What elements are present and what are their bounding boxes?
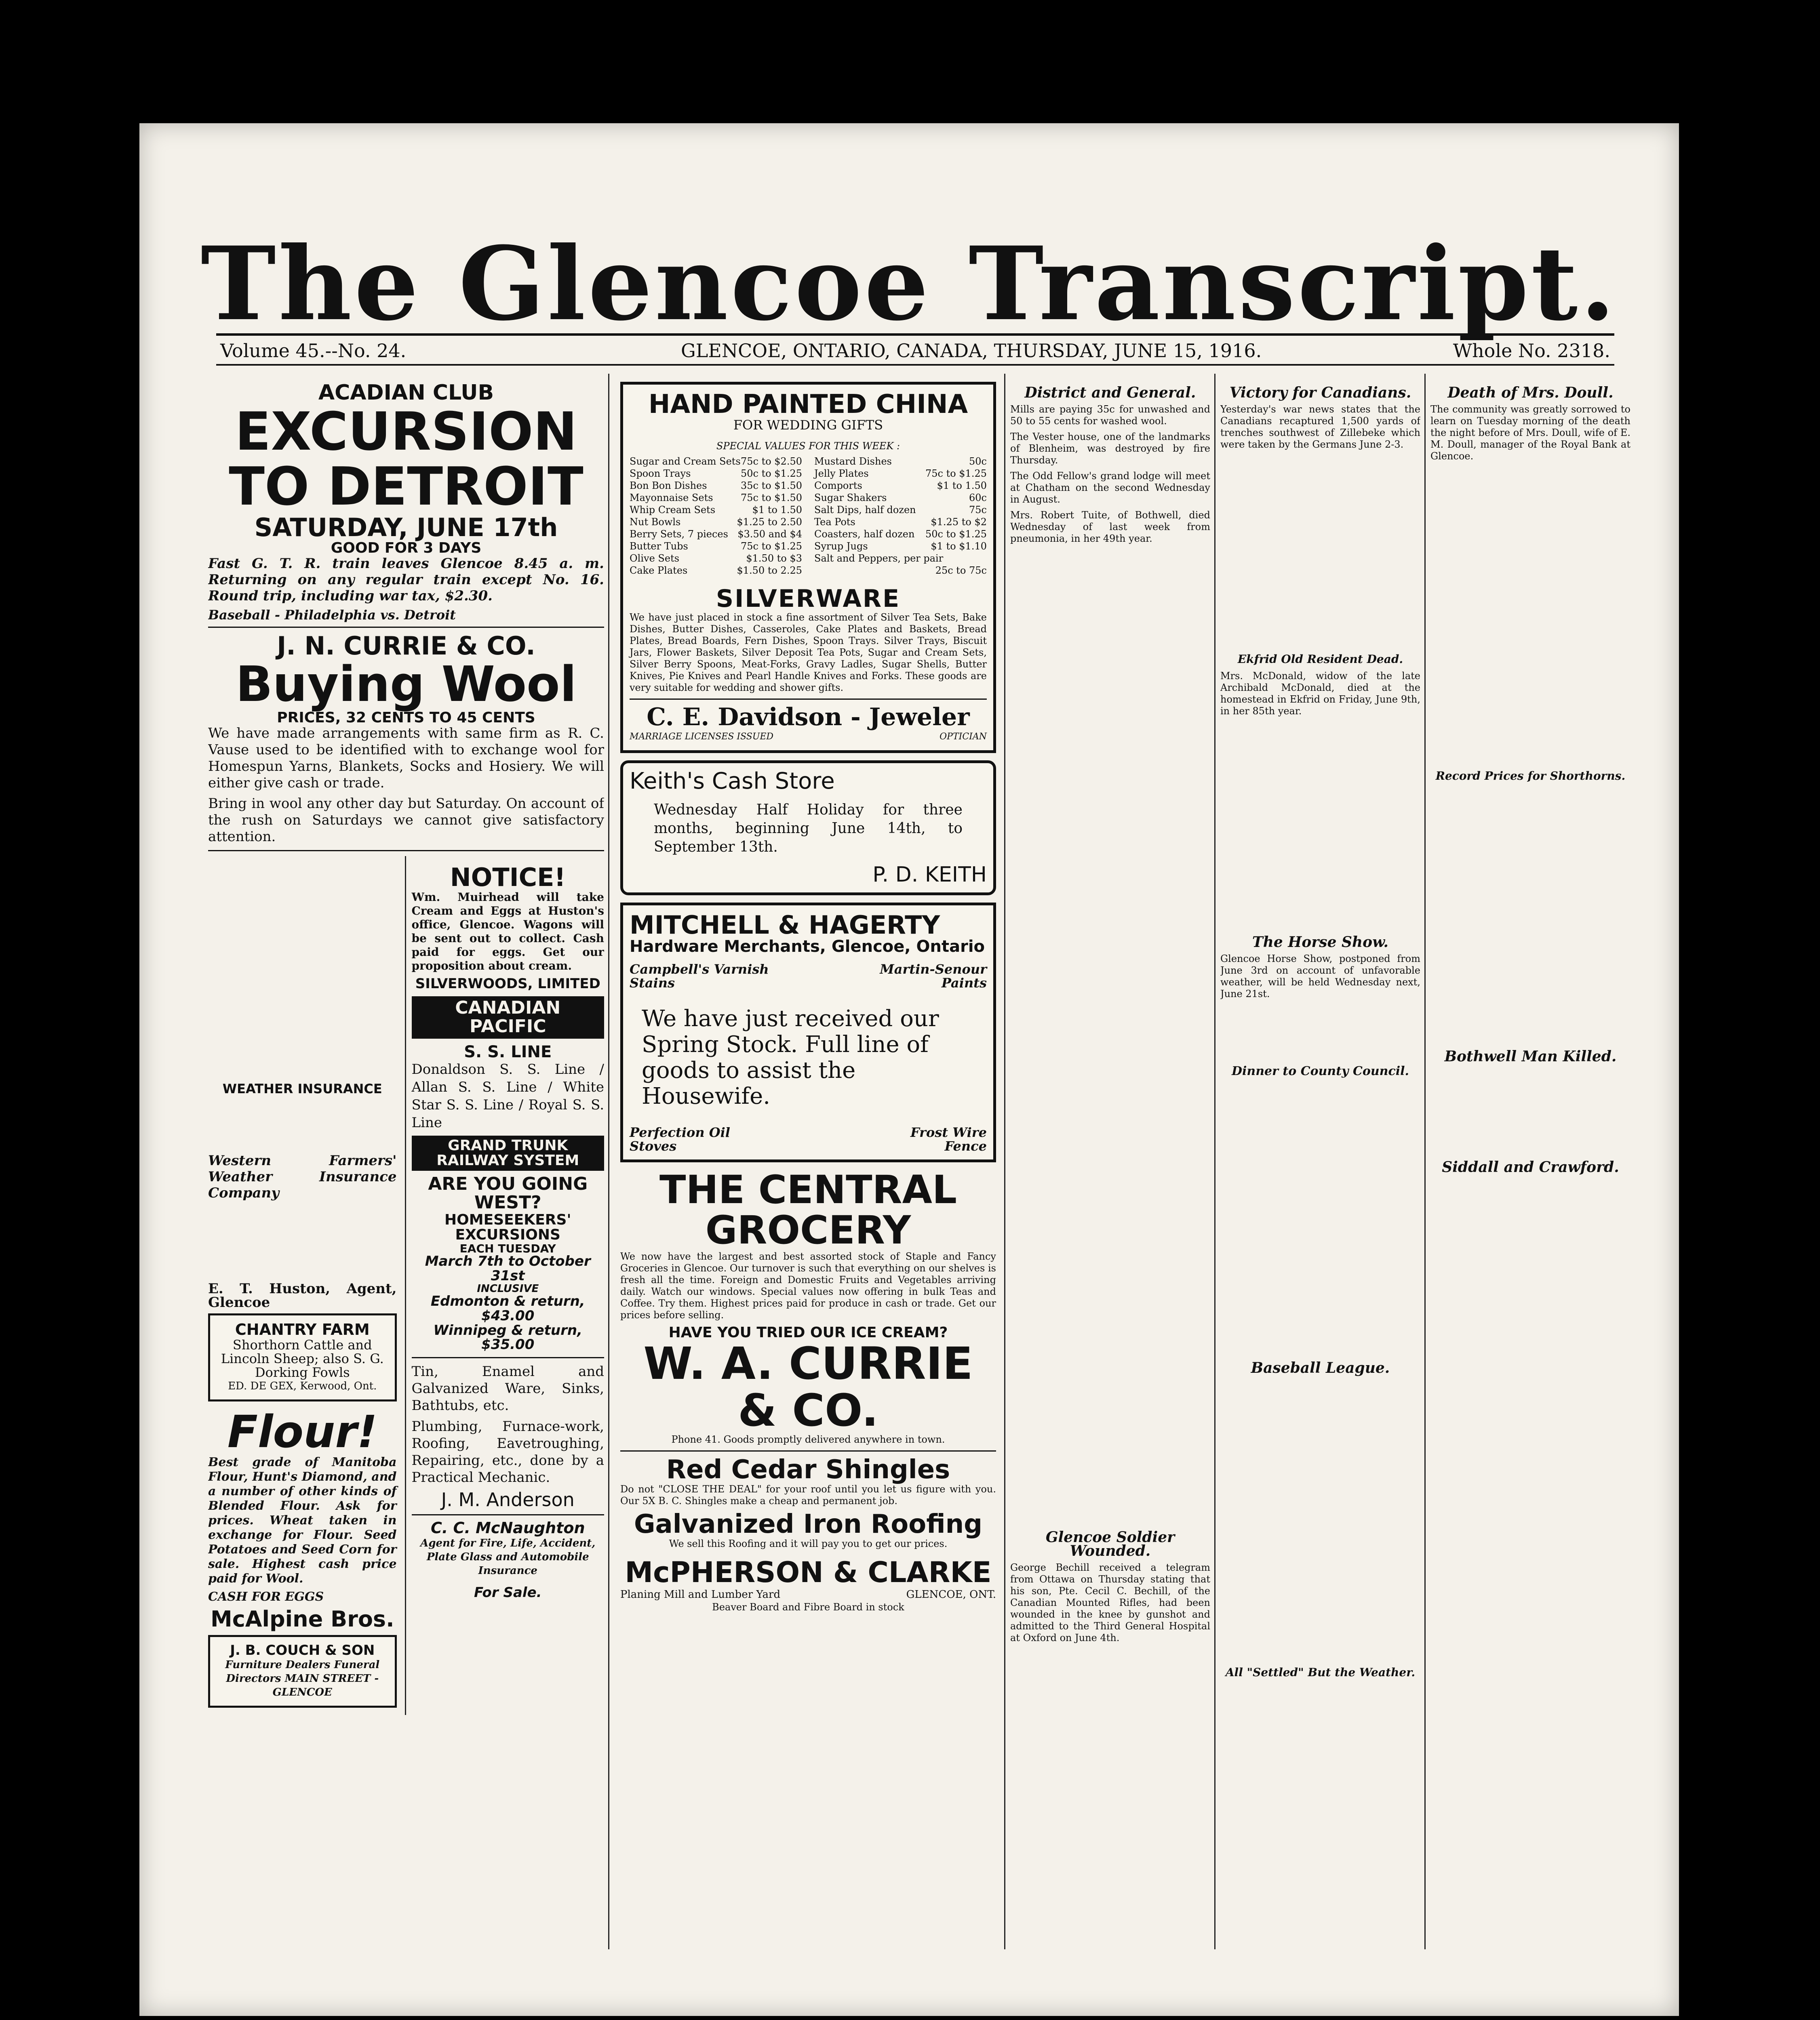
column-rule — [1004, 374, 1005, 1949]
victory-text: Yesterday's war news states that the Canadians recaptured 1,500 yards of trenches southwest of Zillebeke which were taken by the Germans June 2-3. — [1220, 404, 1420, 450]
winnipeg-fare: Winnipeg & return, $35.00 — [433, 1322, 582, 1353]
column-4 — [1010, 382, 1210, 1957]
district-heading: District and General. — [1024, 384, 1196, 401]
currie-phone: Phone 41. Goods promptly delivered anywhere in town. — [671, 1434, 945, 1446]
ss-line: S. S. LINE — [464, 1042, 552, 1061]
column-rule — [1214, 374, 1215, 1949]
steamship-lines: Donaldson S. S. Line / Allan S. S. Line / White Star S. S. Line / Royal S. S. Line — [411, 1061, 604, 1131]
homeseekers: HOMESEEKERS' EXCURSIONS — [444, 1211, 571, 1244]
wa-currie: W. A. CURRIE & CO. — [643, 1338, 973, 1436]
china-ad — [620, 382, 996, 753]
flour-heading: Flour! — [227, 1406, 377, 1458]
siddall-heading: Siddall and Crawford. — [1442, 1159, 1619, 1176]
district-body — [1010, 549, 1210, 1526]
shingles-text: Do not "CLOSE THE DEAL" for your roof until you let us figure with you. Our 5X B. C. Shingles make a cheap and permanent job. — [620, 1483, 996, 1507]
mcalpine-bros: McAlpine Bros. — [210, 1606, 394, 1632]
wedding-gifts: FOR WEDDING GIFTS — [733, 417, 883, 433]
destination-heading: TO DETROIT — [229, 456, 583, 518]
grocery-heading: THE CENTRAL GROCERY — [659, 1167, 957, 1253]
chantry-title: CHANTRY FARM — [235, 1320, 370, 1338]
marriage-licenses: MARRIAGE LICENSES ISSUED — [630, 732, 774, 742]
canadian-pacific-logo: CANADIAN PACIFIC — [412, 996, 604, 1038]
keith-heading: Keith's Cash Store — [630, 768, 835, 795]
keith-text: Wednesday Half Holiday for three months, beginning June 14th, to September 13th. — [654, 801, 963, 855]
glencoe-ont: GLENCOE, ONT. — [906, 1588, 996, 1601]
roofing-text: We sell this Roofing and it will pay you to get our prices. — [669, 1538, 948, 1550]
volume-number: Volume 45.--No. 24. — [220, 340, 407, 362]
edmonton-fare: Edmonton & return, $43.00 — [430, 1293, 585, 1324]
mitchell-ad — [620, 903, 996, 1162]
excursion-date: SATURDAY, JUNE 17th — [254, 512, 558, 542]
divider — [412, 1357, 604, 1358]
flour-text: Best grade of Manitoba Flour, Hunt's Diamond, and a number of other kinds of Blended Flour. Ask for prices. Wheat taken in exchange for Flour. Seed Potatoes and Seed Corn for sale. Highest cash price paid for Wool. — [208, 1455, 397, 1586]
pd-keith: P. D. KEITH — [872, 862, 987, 887]
silverware-text: We have just placed in stock a fine assortment of Silver Tea Sets, Bake Dishes, Butter Dishes, Casseroles, Cake Plates and Baskets, Bread Plates, Bread Boards, Fern Dishes, Spoon Trays. Silver Trays, Biscuit Jars, Flower Baskets, Silver Deposit Tea Pots, Sugar and Cream Sets, Silver Berry Spoons, Meat-Forks, Gravy Ladles, Sugar Shells, Butter Knives, Pie Knives and Pearl Handle Knives and Forks. These goods are very suitable for wedding and shower gifts. — [630, 612, 987, 694]
wool-heading: Buying Wool — [236, 656, 577, 713]
perfection-stoves: Perfection Oil Stoves — [630, 1124, 730, 1154]
column-2 — [405, 856, 604, 1715]
divider — [620, 1450, 996, 1452]
column-3 — [620, 382, 996, 1957]
muirhead-notice: Wm. Muirhead will take Cream and Eggs at Huston's office, Glencoe. Wagons will be sent out to collect. Cash paid for eggs. Get our proposition about cream. — [411, 890, 604, 973]
wool-text-2: Bring in wool any other day but Saturday. On account of the rush on Saturdays we cannot give satisfactory attention. — [208, 795, 604, 845]
district-item: The Odd Fellow's grand lodge will meet at Chatham on the second Wednesday in August. — [1010, 470, 1210, 505]
silverware-heading: SILVERWARE — [716, 585, 901, 613]
roofing-heading: Galvanized Iron Roofing — [634, 1509, 983, 1540]
train-info: Fast G. T. R. train leaves Glencoe 8.45 a. m. Returning on any regular train except No. 16. Round trip, including war tax, $2.30. — [208, 556, 604, 604]
divider — [208, 627, 604, 628]
couch-ad — [208, 1635, 397, 1708]
each-tuesday: EACH TUESDAY — [459, 1242, 556, 1256]
column-1 — [208, 382, 604, 1957]
divider — [208, 850, 604, 851]
mcpherson-clarke: McPHERSON & CLARKE — [625, 1556, 992, 1589]
soldier-text: George Bechill received a telegram from Ottawa on Thursday stating that his son, Pte. Cecil C. Bechill, of the Canadian Mounted Rifles, had been wounded in the knee by gunshot and admitted to the Third General Hospital at Oxford on June 4th. — [1010, 1562, 1210, 1643]
district-item: Mills are paying 35c for unwashed and 50 to 55 cents for washed wool. — [1010, 404, 1210, 427]
column-6 — [1430, 382, 1630, 1957]
doull-text: The community was greatly sorrowed to learn on Tuesday morning of the death the night before of Mrs. Doull, wife of E. M. Doull, manager of the Royal Bank at Glencoe. — [1430, 404, 1630, 462]
davidson-jeweler: C. E. Davidson - Jeweler — [647, 703, 970, 732]
doull-heading: Death of Mrs. Doull. — [1447, 384, 1614, 401]
china-heading: HAND PAINTED CHINA — [648, 389, 968, 419]
price-list: Sugar and Cream Sets 75c to $2.50 Mustard Dishes 50c Spoon Trays 50c to $1.25 Jelly Plates 75c to $1.25 Bon Bon Dishes 35c to $1.50 Comports $1 to 1.50 Mayonnaise Sets 75c to $1.50 Sugar Shakers 60c Whip Cream Sets $1 to 1.50 Salt Dips, half dozen 75c Nut Bowls $1.25 to 2.50 Tea Pots $1.25 to $2 Berry Sets, 7 pieces $3.50 and $4 Coasters, half dozen 50c to $1.25 Butter Tubs 75c to $1.25 Syrup Jugs $1 to $1.10 Olive Sets $1.50 to $3 Salt and Peppers, per pair Cake Plates $1.50 to 2.25 25c to 75c — [630, 456, 987, 577]
plumbing: Plumbing, Furnace-work, Roofing, Eavetroughing, Repairing, etc., done by a Practical Mechanic. — [411, 1418, 604, 1486]
going-west: ARE YOU GOING WEST? — [428, 1174, 588, 1213]
good-days: GOOD FOR 3 DAYS — [331, 539, 482, 556]
chantry-owner: ED. DE GEX, Kerwood, Ont. — [228, 1380, 377, 1392]
hardware-merchants: Hardware Merchants, Glencoe, Ontario — [630, 937, 985, 956]
chantry-ad — [208, 1313, 397, 1401]
shingles-heading: Red Cedar Shingles — [666, 1455, 950, 1485]
mcnaughton-text: Agent for Fire, Life, Accident, Plate Glass and Automobile Insurance — [420, 1537, 596, 1577]
soldier-heading: Glencoe Soldier Wounded. — [1045, 1529, 1175, 1559]
cash-eggs: CASH FOR EGGS — [208, 1590, 324, 1604]
dateline-bar — [216, 333, 1614, 366]
shorthorns-heading: Record Prices for Shorthorns. — [1435, 769, 1626, 783]
couch-title: J. B. COUCH & SON — [230, 1642, 375, 1659]
killed-heading: Bothwell Man Killed. — [1444, 1048, 1617, 1065]
excursion-heading: EXCURSION — [235, 400, 577, 462]
baseball-heading: Baseball League. — [1251, 1359, 1390, 1376]
planing-mill: Planing Mill and Lumber Yard — [620, 1588, 781, 1601]
mcnaughton: C. C. McNaughton — [431, 1519, 585, 1537]
district-item: The Vester house, one of the landmarks of Blenheim, was destroyed by fire Thursday. — [1010, 431, 1210, 466]
district-item: Mrs. Robert Tuite, of Bothwell, died Wednesday of last week from pneumonia, in her 49th year. — [1010, 509, 1210, 544]
optician: OPTICIAN — [939, 732, 987, 742]
silverwoods: SILVERWOODS, LIMITED — [415, 976, 600, 992]
inclusive: INCLUSIVE — [477, 1282, 539, 1295]
huston-agent: E. T. Huston, Agent, Glencoe — [208, 1280, 397, 1311]
horse-text: Glencoe Horse Show, postponed from June 3rd on account of unfavorable weather, will be held Wednesday next, June 21st. — [1220, 953, 1420, 999]
spring-stock: We have just received our Spring Stock. Full line of goods to assist the Housewife. — [642, 1005, 939, 1109]
divider — [630, 699, 987, 700]
chantry-text: Shorthorn Cattle and Lincoln Sheep; also S. G. Dorking Fowls — [221, 1337, 384, 1380]
special-values: SPECIAL VALUES FOR THIS WEEK : — [716, 440, 900, 452]
ekfrid-text: Mrs. McDonald, widow of the late Archibald McDonald, died at the homestead in Ekfrid on Friday, June 9th, in her 85th year. — [1220, 670, 1420, 717]
anderson: J. M. Anderson — [441, 1488, 575, 1511]
column-rule — [608, 374, 609, 1949]
varnish-stains: Campbell's Varnish Stains — [630, 961, 769, 991]
masthead-title: The Glencoe Transcript. — [200, 224, 1618, 343]
tinware: Tin, Enamel and Galvanized Ware, Sinks, Bathtubs, etc. — [411, 1363, 604, 1414]
western-farmers: Western Farmers' Weather Insurance Company — [208, 1152, 397, 1201]
frost-fence: Frost Wire Fence — [910, 1124, 987, 1154]
whole-number: Whole No. 2318. — [1453, 340, 1610, 362]
keith-ad — [620, 760, 996, 895]
victory-heading: Victory for Canadians. — [1229, 384, 1411, 401]
beaver-board: Beaver Board and Fibre Board in stock — [712, 1601, 904, 1613]
notice-heading: NOTICE! — [450, 863, 566, 892]
place-date: GLENCOE, ONTARIO, CANADA, THURSDAY, JUNE 15, 1916. — [681, 340, 1262, 362]
column-rule — [1424, 374, 1426, 1949]
currie-name: J. N. CURRIE & CO. — [277, 631, 535, 661]
wool-text: We have made arrangements with same firm as R. C. Vause used to be identified with to exchange wool for Homespun Yarns, Blankets, Socks and Hosiery. We will either give cash or trade. — [208, 725, 604, 791]
horse-heading: The Horse Show. — [1252, 934, 1389, 951]
wool-prices: PRICES, 32 CENTS TO 45 CENTS — [277, 709, 535, 726]
ice-cream: HAVE YOU TRIED OUR ICE CREAM? — [668, 1324, 948, 1341]
baseball-info: Baseball - Philadelphia vs. Detroit — [208, 607, 456, 623]
grand-trunk-logo: GRAND TRUNK RAILWAY SYSTEM — [412, 1136, 604, 1171]
newspaper-page — [139, 123, 1679, 2016]
weather-insurance-heading: WEATHER INSURANCE — [222, 1081, 382, 1097]
ekfrid-heading: Ekfrid Old Resident Dead. — [1237, 652, 1403, 666]
grocery-text: We now have the largest and best assorted stock of Staple and Fancy Groceries in Glencoe. Our turnover is such that everything on our shelves is fresh all the time. Foreign and Domestic Fruits and Vegetables arriving daily. Watch our windows. Special values now offering in bulk Teas and Coffee. Try them. Highest prices paid for produce in cash or trade. Get our prices before selling. — [620, 1251, 996, 1321]
club-name: ACADIAN CLUB — [318, 382, 494, 405]
mitchell-heading: MITCHELL & HAGERTY — [630, 910, 940, 940]
column-5 — [1220, 382, 1420, 1957]
for-sale: For Sale. — [474, 1584, 542, 1601]
divider — [412, 1514, 604, 1515]
couch-text: Furniture Dealers Funeral Directors MAIN STREET - GLENCOE — [225, 1658, 380, 1698]
dinner-heading: Dinner to County Council. — [1232, 1064, 1409, 1078]
settled-heading: All "Settled" But the Weather. — [1225, 1666, 1416, 1679]
senour-paints: Martin-Senour Paints — [880, 961, 987, 991]
march-dates: March 7th to October 31st — [425, 1253, 591, 1284]
